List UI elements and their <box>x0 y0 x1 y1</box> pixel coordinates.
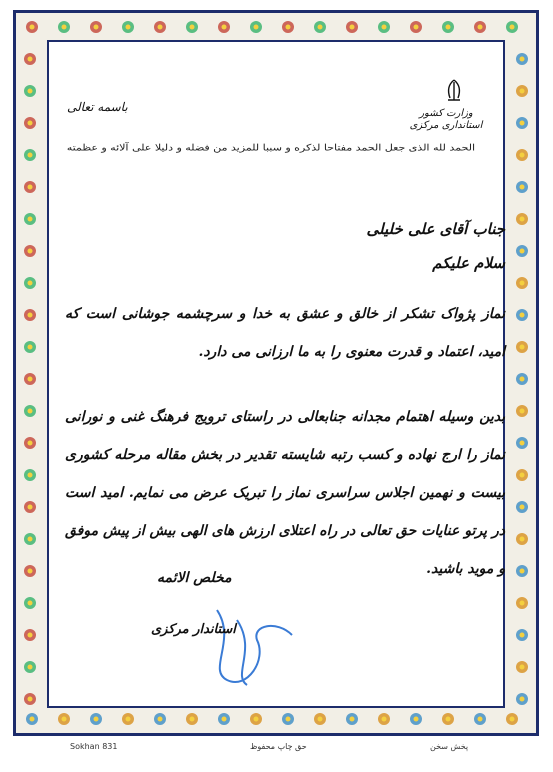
border-flower-center <box>28 89 33 94</box>
border-flower-center <box>520 697 525 702</box>
border-flower-center <box>520 633 525 638</box>
border-flower-center <box>520 473 525 478</box>
border-flower-center <box>318 717 323 722</box>
border-flower-center <box>190 25 195 30</box>
calligraphy-header: الحمد لله الذی جعل الحمد مفتاحا لذکره و سببا للمزید من فضله و دلیلا علی آلائه و عظمته <box>66 142 475 153</box>
border-flower-center <box>520 217 525 222</box>
border-flower-center <box>478 717 483 722</box>
border-flower-center <box>520 505 525 510</box>
border-flower-center <box>520 409 525 414</box>
border-flower-center <box>28 57 33 62</box>
letter-content <box>47 40 505 708</box>
border-flower-center <box>382 25 387 30</box>
border-flower-center <box>28 121 33 126</box>
border-flower-center <box>478 25 483 30</box>
border-flower-center <box>446 717 451 722</box>
border-flower-center <box>28 665 33 670</box>
border-flower-center <box>510 717 515 722</box>
border-flower-center <box>520 377 525 382</box>
border-flower-center <box>520 185 525 190</box>
border-flower-center <box>520 313 525 318</box>
border-flower-center <box>158 25 163 30</box>
border-flower-center <box>254 717 259 722</box>
signer-title: استاندار مرکزی <box>151 622 236 637</box>
border-flower-center <box>62 717 67 722</box>
border-flower-center <box>520 153 525 158</box>
office-name: استانداری مرکزی <box>409 120 483 131</box>
border-flower-center <box>520 345 525 350</box>
border-flower-center <box>28 473 33 478</box>
border-flower-center <box>222 25 227 30</box>
paragraph-1: نماز پژواک تشکر از خالق و عشق به خدا و سرچشمه جوشانی است که امید، اعتماد و قدرت معنوی را به ما ارزانی می دارد. <box>65 306 505 360</box>
border-flower-center <box>382 717 387 722</box>
border-flower-center <box>222 717 227 722</box>
border-flower-center <box>414 25 419 30</box>
border-flower-center <box>28 345 33 350</box>
border-flower-center <box>350 717 355 722</box>
footer-right: پخش سخن <box>430 742 469 751</box>
border-flower-center <box>62 25 67 30</box>
border-flower-center <box>446 25 451 30</box>
border-flower-center <box>510 25 515 30</box>
footer-center: حق چاپ محفوظ <box>250 742 307 751</box>
border-flower-center <box>28 281 33 286</box>
footer-left: Sokhan 831 <box>70 742 118 751</box>
border-flower-center <box>520 249 525 254</box>
border-flower-center <box>28 505 33 510</box>
border-flower-center <box>28 217 33 222</box>
border-flower-center <box>318 25 323 30</box>
border-flower-center <box>28 697 33 702</box>
border-flower-center <box>28 153 33 158</box>
header-invocation: باسمه تعالی <box>67 100 128 114</box>
paragraph-2: بدین وسیله اهتمام مجدانه جنابعالی در راستای ترویج فرهنگ غنی و نورانی نماز را ارج نهاده و کسب رتبه شایسته تقدیر در بخش مقاله مرحله کشوری بیست و نهمین اجلاس سراسری نماز را تبریک عرض می نمایم. امید است در پرتو عنایات حق تعالی در راه اعتلای ارزش های الهی بیش از پیش موفق و موید باشید. <box>65 409 505 577</box>
border-flower-center <box>28 601 33 606</box>
emblem-icon <box>443 78 465 102</box>
border-flower-center <box>190 717 195 722</box>
border-flower-center <box>94 25 99 30</box>
border-flower-center <box>28 633 33 638</box>
border-flower-center <box>520 89 525 94</box>
ministry-line: وزارت کشور <box>419 108 473 119</box>
border-flower-center <box>520 665 525 670</box>
border-flower-center <box>520 121 525 126</box>
border-flower-center <box>28 441 33 446</box>
border-flower-center <box>28 569 33 574</box>
closing: مخلص الائمه <box>157 570 232 586</box>
border-flower-center <box>28 313 33 318</box>
border-flower-center <box>414 717 419 722</box>
border-flower-center <box>520 441 525 446</box>
border-flower-center <box>286 25 291 30</box>
border-flower-center <box>126 717 131 722</box>
border-flower-center <box>520 601 525 606</box>
border-flower-center <box>158 717 163 722</box>
border-flower-center <box>30 717 35 722</box>
border-flower-center <box>286 717 291 722</box>
border-flower-center <box>520 57 525 62</box>
border-flower-center <box>28 185 33 190</box>
border-flower-center <box>254 25 259 30</box>
border-flower-center <box>94 717 99 722</box>
letterhead <box>391 108 501 132</box>
border-flower-center <box>28 377 33 382</box>
border-flower-center <box>28 409 33 414</box>
decorative-border <box>13 10 539 736</box>
addressee: جناب آقای علی خلیلی <box>366 220 505 238</box>
signature-mark <box>197 600 307 690</box>
border-flower-center <box>350 25 355 30</box>
salutation: سلام علیکم <box>432 254 505 272</box>
border-flower-center <box>28 249 33 254</box>
border-flower-center <box>520 281 525 286</box>
border-flower-center <box>30 25 35 30</box>
border-flower-center <box>520 569 525 574</box>
border-flower-center <box>28 537 33 542</box>
border-flower-center <box>520 537 525 542</box>
border-flower-center <box>126 25 131 30</box>
